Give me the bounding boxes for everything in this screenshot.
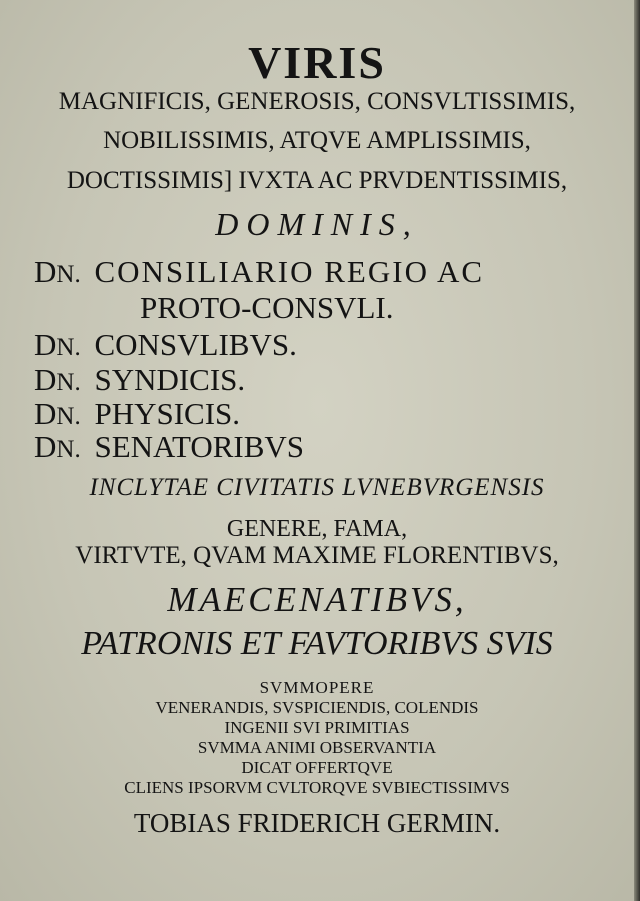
dedication-line-4: DOCTISSIMIS] IVXTA AC PRVDENTISSIMIS,	[66, 167, 568, 194]
inclytae-line: INCLYTAE CIVITATIS LVNEBVRGENSIS	[89, 474, 545, 501]
dn-prefix-big: D	[34, 396, 57, 431]
dn-entry-text: SENATORIBVS	[94, 429, 305, 464]
dn-entry-text: PROTO-CONSVLI.	[140, 290, 394, 325]
dn-entry	[34, 396, 240, 432]
dn-prefix-small: N.	[56, 403, 81, 430]
ingenii-line: INGENII SVI PRIMITIAS	[224, 718, 410, 737]
patronis-line: PATRONIS ET FAVTORIBVS SVIS	[81, 625, 553, 662]
dedication-line-3: NOBILISSIMIS, ATQVE AMPLISSIMIS,	[103, 127, 531, 154]
dn-entry	[34, 327, 297, 363]
venerandis-line: VENERANDIS, SVSPICIENDIS, COLENDIS	[155, 698, 479, 717]
cliens-line: CLIENS IPSORVM CVLTORQVE SVBIECTISSIMVS	[124, 778, 510, 797]
author-name: TOBIAS FRIDERICH GERMIN.	[133, 808, 501, 838]
dn-prefix-big: D	[34, 327, 57, 362]
dn-prefix-small: N.	[56, 369, 81, 396]
dn-entry-text: CONSILIARIO REGIO AC	[94, 254, 485, 289]
summa-line: SVMMA ANIMI OBSERVANTIA	[197, 738, 437, 757]
dn-prefix-small: N.	[56, 334, 81, 361]
dn-entry	[34, 254, 484, 290]
dn-entry-text: SYNDICIS.	[94, 362, 246, 397]
page-edge	[634, 0, 640, 901]
dn-prefix-small: N.	[56, 436, 81, 463]
dn-prefix-big: D	[34, 362, 57, 397]
dedication-line-2: MAGNIFICIS, GENEROSIS, CONSVLTISSIMIS,	[58, 88, 576, 115]
dn-entry-continued	[140, 290, 393, 326]
genere-line: GENERE, FAMA,	[226, 516, 408, 542]
maecenatibus-line: MAECENATIBVS,	[167, 580, 467, 619]
virtute-line: VIRTVTE, QVAM MAXIME FLORENTIBVS,	[75, 542, 559, 569]
heading-dominis: DOMINIS,	[215, 206, 419, 242]
dn-entry-text: CONSVLIBVS.	[94, 327, 297, 362]
dn-entry	[34, 429, 304, 465]
dn-prefix-small: N.	[56, 261, 81, 288]
dn-prefix-big: D	[34, 429, 57, 464]
dicat-line: DICAT OFFERTQVE	[241, 758, 393, 777]
dn-prefix-big: D	[34, 254, 57, 289]
summopere-line: SVMMOPERE	[259, 678, 375, 697]
heading-viris: VIRIS	[248, 37, 386, 88]
dn-entry-text: PHYSICIS.	[94, 396, 241, 431]
dn-entry	[34, 362, 245, 398]
